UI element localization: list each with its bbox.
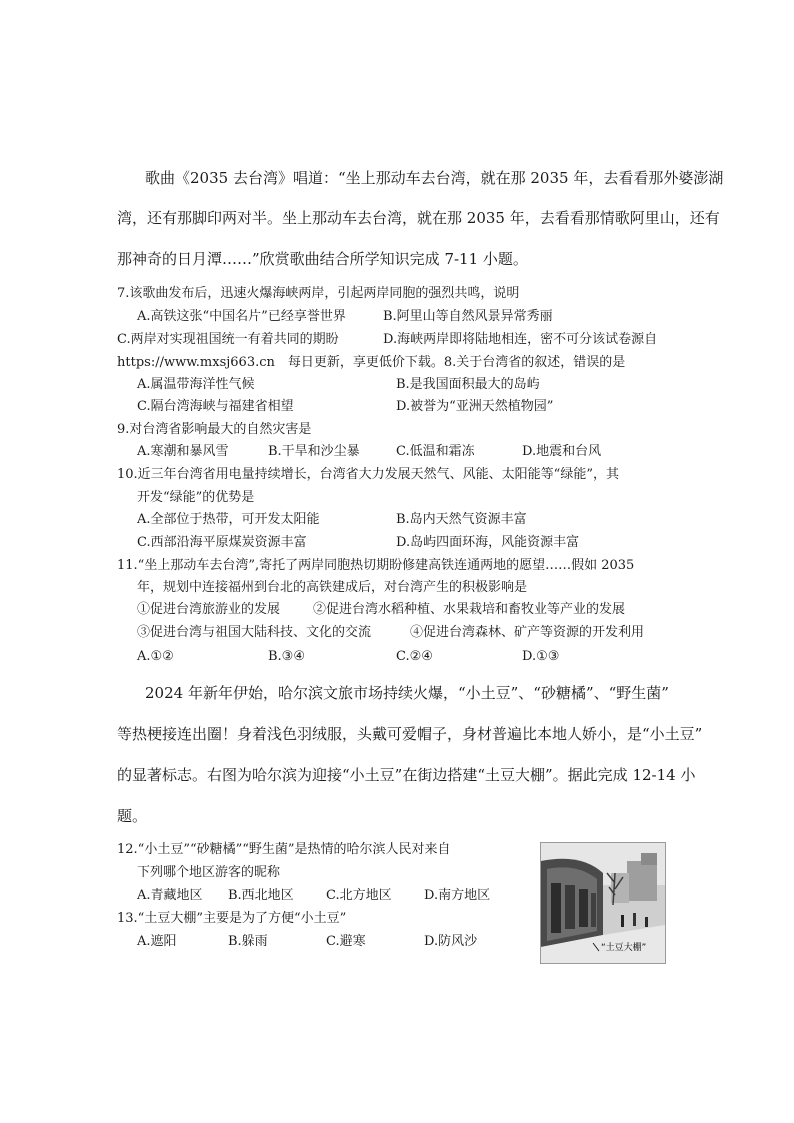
q12-option-c: C.北方地区	[326, 888, 392, 903]
q11-option-c: C.②④	[396, 649, 433, 664]
q7-option-d: D.海峡两岸即将陆地相连，密不可分该试卷源自	[383, 332, 658, 347]
q10-option-a: A.全部位于热带，可开发太阳能	[137, 512, 320, 527]
q8-source-and-stem: https://www.mxsj663.cn 每日更新，享更低价下载。8.关于台湾省的叙述，错误的是	[117, 355, 626, 370]
q10-option-b: B.岛内天然气资源丰富	[396, 512, 527, 527]
q11-item-4: ④促进台湾森林、矿产等资源的开发利用	[410, 625, 645, 640]
q11-option-b: B.③④	[268, 649, 305, 664]
q13-stem: 13.“土豆大棚”主要是为了方便“小土豆”	[117, 911, 347, 926]
q8-option-a: A.属温带海洋性气候	[137, 377, 255, 392]
q9-option-a: A.寒潮和暴风雪	[137, 444, 229, 459]
q9-option-b: B.干旱和沙尘暴	[268, 444, 360, 459]
q13-option-b: B.躲雨	[228, 934, 268, 949]
q13-option-c: C.避寒	[326, 934, 366, 949]
passage1-line1: 歌曲《2035 去台湾》唱道：“坐上那动车去台湾，就在那 2035 年，去看看那外婆澎湖	[145, 169, 724, 187]
q8-option-c: C.隔台湾海峡与福建省相望	[137, 399, 294, 414]
photo-caption: “土豆大棚”	[601, 943, 647, 953]
q8-option-d: D.被誉为“亚洲天然植物园”	[396, 399, 554, 414]
passage1-line2: 湾，还有那脚印两对半。坐上那动车去台湾，就在那 2035 年，去看看那情歌阿里山，还有	[117, 209, 720, 227]
q7-option-c: C.两岸对实现祖国统一有着共同的期盼	[117, 332, 339, 347]
passage1-line3: 那神奇的日月潭……”欣赏歌曲结合所学知识完成 7-11 小题。	[117, 250, 528, 268]
q11-item-1: ①促进台湾旅游业的发展	[137, 602, 281, 617]
q10-option-d: D.岛屿四面环海，风能资源丰富	[396, 535, 580, 550]
q9-stem: 9.对台湾省影响最大的自然灾害是	[117, 422, 312, 437]
q13-option-d: D.防风沙	[424, 934, 478, 949]
q12-option-b: B.西北地区	[228, 888, 294, 903]
q7-stem: 7.该歌曲发布后，迅速火爆海峡两岸，引起两岸同胞的强烈共鸣，说明	[117, 286, 520, 301]
q12-stem-line2: 下列哪个地区游客的昵称	[137, 865, 281, 880]
q12-option-d: D.南方地区	[424, 888, 491, 903]
q7-option-b: B.阿里山等自然风景异常秀丽	[383, 309, 553, 324]
q11-stem-line1: 11.“坐上那动车去台湾”,寄托了两岸同胞热切期盼修建高铁连通两地的愿望……假如 2035	[117, 558, 635, 573]
q7-option-a: A.高铁这张“中国名片”已经享誉世界	[137, 309, 346, 324]
q12-option-a: A.青藏地区	[137, 888, 203, 903]
q8-option-b: B.是我国面积最大的岛屿	[396, 377, 540, 392]
q10-stem-line2: 开发“绿能”的优势是	[137, 490, 255, 505]
q10-option-c: C.西部沿海平原煤炭资源丰富	[137, 535, 307, 550]
q11-item-2: ②促进台湾水稻种植、水果栽培和畜牧业等产业的发展	[313, 602, 626, 617]
q11-item-3: ③促进台湾与祖国大陆科技、文化的交流	[137, 625, 372, 640]
q9-option-c: C.低温和霜冻	[396, 444, 475, 459]
q13-option-a: A.遮阳	[137, 934, 177, 949]
q11-option-d: D.①③	[522, 649, 560, 664]
passage2-line1: 2024 年新年伊始，哈尔滨文旅市场持续火爆，“小土豆”、“砂糖橘”、“野生菌”	[145, 684, 669, 702]
q9-option-d: D.地震和台风	[522, 444, 602, 459]
q11-stem-line2: 年，规划中连接福州到台北的高铁建成后，对台湾产生的积极影响是	[137, 580, 528, 595]
potato-greenhouse-photo	[540, 842, 666, 964]
q11-option-a: A.①②	[137, 649, 174, 664]
passage2-line2: 等热梗接连出圈！身着浅色羽绒服，头戴可爱帽子，身材普遍比本地人娇小，是“小土豆”	[117, 725, 703, 743]
passage2-line3: 的显著标志。右图为哈尔滨为迎接“小土豆”在街边搭建“土豆大棚”。据此完成 12-14 小	[117, 766, 696, 784]
q12-stem-line1: 12.“小土豆”“砂糖橘”“野生菌”是热情的哈尔滨人民对来自	[117, 842, 451, 857]
passage2-line4: 题。	[117, 807, 148, 825]
q10-stem-line1: 10.近三年台湾省用电量持续增长，台湾省大力发展天然气、风能、太阳能等“绿能”，其	[117, 467, 619, 482]
